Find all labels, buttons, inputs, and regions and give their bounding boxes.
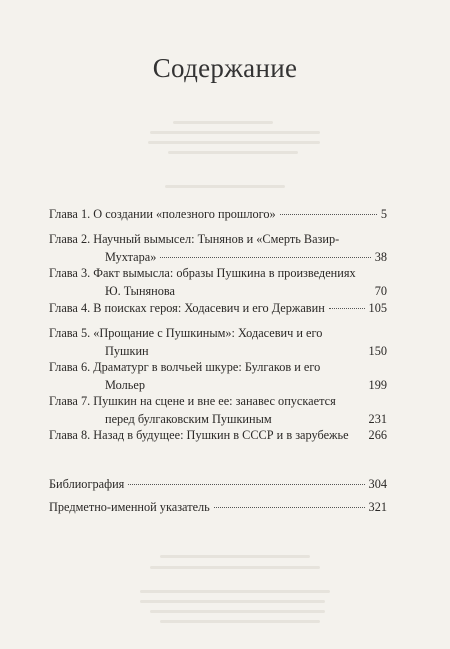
toc-page-number: 321 bbox=[368, 500, 387, 514]
toc-entry-text: Глава 3. Факт вымысла: образы Пушкина в произведениях bbox=[49, 266, 356, 280]
bleed-through-line bbox=[173, 121, 273, 124]
toc-entry-text: Мухтара» bbox=[105, 250, 157, 264]
bleed-through-line bbox=[140, 590, 330, 593]
toc-entry-text: Глава 6. Драматург в волчьей шкуре: Булгаков и его bbox=[49, 360, 321, 374]
toc-entry bbox=[49, 324, 387, 360]
bleed-through-line bbox=[140, 600, 325, 603]
toc-entry bbox=[49, 475, 387, 493]
toc-entry bbox=[49, 426, 387, 444]
toc-entry bbox=[49, 358, 387, 394]
toc-entry-text: Пушкин bbox=[105, 344, 149, 358]
toc-page-number: 266 bbox=[368, 428, 387, 442]
bleed-through-line bbox=[150, 131, 320, 134]
toc-entry-text: Глава 7. Пушкин на сцене и вне ее: занавес опускается bbox=[49, 394, 336, 408]
toc-page-number: 231 bbox=[368, 412, 387, 426]
toc-entry-text: Глава 8. Назад в будущее: Пушкин в СССР и в зарубежье bbox=[49, 428, 349, 442]
toc-entry-text: Ю. Тынянова bbox=[105, 284, 176, 298]
dot-leader bbox=[280, 214, 377, 215]
toc-page-number: 70 bbox=[374, 284, 387, 298]
bleed-through-line bbox=[160, 620, 320, 623]
toc-entry-text: Библиография bbox=[49, 477, 125, 491]
bleed-through-line bbox=[148, 141, 320, 144]
dot-leader bbox=[214, 507, 365, 508]
bleed-through-line bbox=[160, 555, 310, 558]
toc-page-number: 38 bbox=[374, 250, 387, 264]
toc-page-number: 199 bbox=[368, 378, 387, 392]
bleed-through-line bbox=[150, 566, 320, 569]
bleed-through-line bbox=[150, 610, 325, 613]
toc-entry-text: Глава 1. О создании «полезного прошлого» bbox=[49, 207, 276, 221]
toc-page-number: 105 bbox=[368, 301, 387, 315]
dot-leader bbox=[128, 484, 364, 485]
bleed-through-line bbox=[168, 151, 298, 154]
toc-entry-text: Глава 5. «Прощание с Пушкиным»: Ходасевич и его bbox=[49, 326, 323, 340]
toc-entry-text: Глава 4. В поисках героя: Ходасевич и его Державин bbox=[49, 301, 325, 315]
dot-leader bbox=[329, 308, 365, 309]
toc-entry bbox=[49, 299, 387, 317]
toc-page-number: 304 bbox=[368, 477, 387, 491]
toc-entry bbox=[49, 205, 387, 223]
toc-entry bbox=[49, 392, 387, 428]
toc-entry bbox=[49, 498, 387, 516]
toc-entry bbox=[49, 264, 387, 300]
toc-page-number: 5 bbox=[380, 207, 387, 221]
dot-leader bbox=[160, 257, 370, 258]
toc-entry-text: Мольер bbox=[105, 378, 145, 392]
toc-entry bbox=[49, 230, 387, 266]
toc-page-number: 150 bbox=[368, 344, 387, 358]
toc-entry-text: Предметно-именной указатель bbox=[49, 500, 210, 514]
page-title: Содержание bbox=[152, 53, 298, 83]
bleed-through-line bbox=[165, 185, 285, 188]
toc-entry-text: Глава 2. Научный вымысел: Тынянов и «Смерть Вазир- bbox=[49, 232, 340, 246]
toc-entry-text: перед булгаковским Пушкиным bbox=[105, 412, 272, 426]
